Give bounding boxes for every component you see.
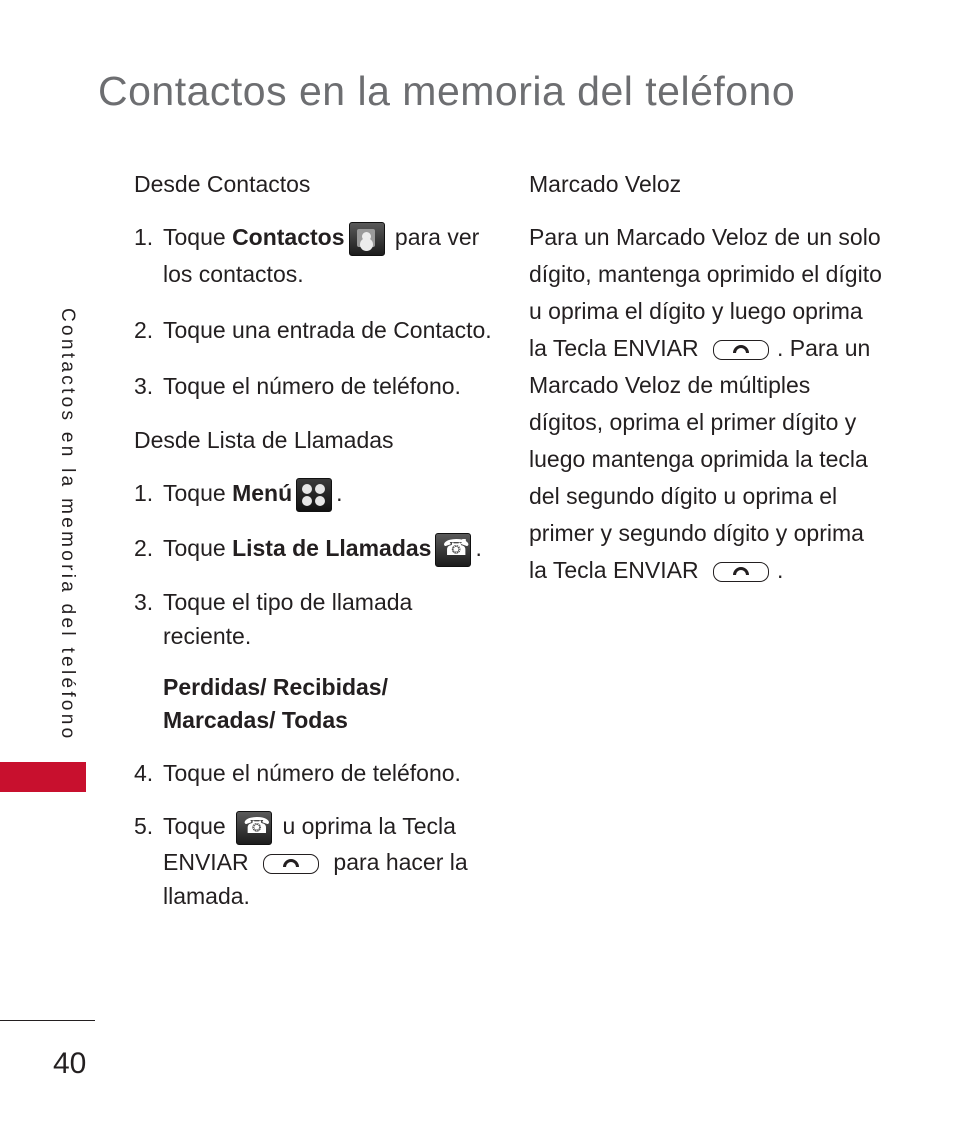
- section-heading-contacts: Desde Contactos: [134, 171, 311, 197]
- step-text: u oprima la Tecla ENVIAR: [163, 812, 456, 875]
- call-log-icon: [435, 533, 471, 567]
- section-heading-call-list: Desde Lista de Llamadas: [134, 426, 394, 453]
- side-section-label: Contactos en la memoria del teléfono: [57, 308, 78, 742]
- step-bold-label: Contactos: [232, 224, 345, 250]
- paragraph-text: Para un Marcado Veloz de un solo dígito, mantenga oprimido el dígito u oprima el dígito y luego oprima la Tecla ENVIAR: [529, 224, 882, 361]
- send-key-icon: [713, 562, 769, 582]
- step-number: 2.: [134, 534, 154, 561]
- right-column: [529, 166, 884, 589]
- step-4-call-list: [134, 755, 499, 791]
- paragraph-text: . Para un Marcado Veloz de múltiples dígitos, oprima el primer dígito y luego mantenga oprimida la tecla del segundo dígito u oprima el primer y segundo dígito y oprima la Tecla ENVIAR: [529, 335, 871, 583]
- speed-dial-paragraph: [529, 219, 884, 589]
- step-text: Toque el tipo de llamada reciente.: [163, 588, 413, 649]
- call-type-options: Perdidas/ Recibidas/ Marcadas/ Todas: [163, 673, 388, 733]
- contacts-icon: [349, 222, 385, 256]
- step-bold-label: Menú: [232, 479, 293, 506]
- step-text: Toque el número de teléfono.: [163, 372, 461, 399]
- step-number: 2.: [134, 316, 154, 343]
- step-number: 1.: [134, 479, 154, 506]
- footer-rule: [0, 1020, 95, 1021]
- step-number: 3.: [134, 372, 154, 399]
- step-text: para ver los contactos.: [163, 224, 480, 287]
- step-number: 5.: [134, 812, 154, 839]
- send-key-icon: [263, 854, 319, 874]
- left-column: [134, 166, 499, 931]
- page-number: 40: [53, 1047, 87, 1080]
- step-1-call-list: [134, 475, 499, 512]
- step-5-call-list: [134, 809, 499, 913]
- step-text: Toque: [163, 479, 233, 506]
- step-bold-label: Lista de Llamadas: [232, 534, 432, 561]
- step-text: Toque: [163, 812, 233, 839]
- section-tab-marker: [0, 762, 86, 792]
- paragraph-text: .: [776, 557, 784, 583]
- section-heading-speed-dial: Marcado Veloz: [529, 171, 682, 197]
- step-text: Toque una entrada de Contacto.: [163, 316, 492, 343]
- page-title: Contactos en la memoria del teléfono: [98, 68, 796, 114]
- menu-grid-icon: [296, 478, 332, 512]
- step-number: 4.: [134, 759, 154, 786]
- step-text: para hacer la llamada.: [163, 848, 468, 909]
- step-text: Toque: [163, 534, 233, 561]
- step-3-call-list: [134, 585, 499, 653]
- step-1-contacts: [134, 219, 499, 292]
- step-number: 1.: [134, 224, 154, 250]
- step-2-call-list: [134, 530, 499, 567]
- step-3-contacts: [134, 368, 499, 404]
- step-text: .: [336, 479, 343, 506]
- step-text: Toque: [163, 224, 233, 250]
- step-2-contacts: [134, 310, 499, 350]
- step-text: .: [475, 534, 482, 561]
- step-number: 3.: [134, 588, 154, 615]
- step-text: Toque el número de teléfono.: [163, 759, 461, 786]
- phone-call-icon: [236, 811, 272, 845]
- send-key-icon: [713, 340, 769, 360]
